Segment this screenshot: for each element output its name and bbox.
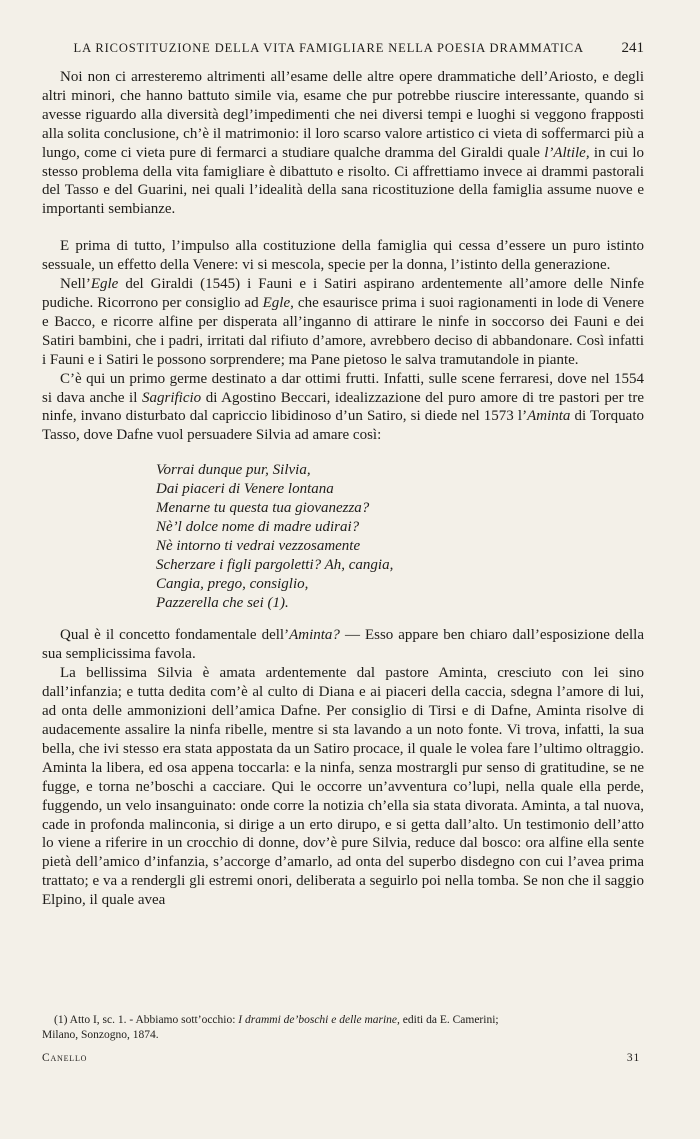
page-header <box>42 40 644 64</box>
page-number: 241 <box>621 40 644 56</box>
verse-line: Dai piaceri di Venere lontana <box>156 481 334 498</box>
paragraph-3: Nell’Egle del Giraldi (1545) i Fauni e i Satiri aspirano ardentemente all’amore delle Ninfe pudiche. Ricorrono per consiglio ad Egle, che esaurisce prima i suoi ragionamenti in lode di Venere e Bacco, e ricorre alfine per disperata all’inganno di attirare le ninfe in soccorso dei Fauni e dei Satiri bambini, che i padri, irritati dal rifiuto d’amore, avrebbero deciso di abbandonare. Così infatti i Fauni e i Satiri le possono sorprendere; ma Pane pietoso le salva tramutandole in piante. <box>42 276 644 368</box>
signature-author: Canello <box>42 1052 88 1064</box>
paragraph-6: La bellissima Silvia è amata ardentemente dal pastore Aminta, cresciuto con lei sino dall’infanzia; e tutta dedita com’è al culto di Diana e ai piaceri della caccia, sdegna l’amore di lui, ad onta delle ammonizioni dell’amica Dafne. Per consiglio di Tirsi e di Dafne, Aminta risolve di audacemente assalire la ninfa ribelle, mentre si sta lavando a un noto fonte. Vi trova, infatti, la sua bella, che ivi stesso era stata appostata da un Satiro procace, il quale le volea fare l’ultimo oltraggio. Aminta la libera, ed osa appena toccarla: e la ninfa, senza mostrargli pur senso di gratitudine, se ne fugge, e torna ne’boschi a cacciare. Qui le occorre un’avventura co’lupi, nella quale ella perde, fuggendo, un velo insanguinato: onde corre la notizia ch’ella sia stata divorata. Aminta, a tal nuova, cade in profonda malinconia, si dirige a un erto dirupo, e si getta dall’alto. Un testimonio dell’atto lo viene a riferire in un crocchio di donne, dov’è pure Silvia, reduce dal bosco: ora alfine ella sente pietà dell’amico d’infanzia, s’accorge d’amarlo, ad onta del superbo disdegno con cui l’avea prima trattato; e va a rendergli gli estremi onori, deliberata a seguirlo poi nella tomba. Se non che il saggio Elpino, il quale avea <box>42 665 644 909</box>
verse-line: Menarne tu questa tua giovanezza? <box>156 500 370 517</box>
verse-line: Nè’l dolce nome di madre udirai? <box>156 518 360 535</box>
footnote-book-title: I drammi de’boschi e delle marine, <box>238 1014 400 1026</box>
paragraph-1: Noi non ci arresteremo altrimenti all’esame delle altre opere drammatiche dell’Ariosto, e degli altri minori, che hanno battuto simile via, esame che pur potrebbe riuscire interessante, quando si avesse riguardo alla diversità degl’impedimenti che nei diversi tempi e luoghi si veggono frapposti alla solita conclusione, ch’è il matrimonio: il loro scarso valore artistico ci vieta di soffermarci più a lungo, come ci vieta pure di fermarci a studiare qualche dramma del Giraldi quale l’Altile, in cui lo stesso problema della vita famigliare è dibattuto e risolto. Ci affrettiamo invece ai drammi pastorali del Tasso e del Guarini, nei quali l’idealità della sana ricostituzione della famiglia assume nuove e importanti sembianze. <box>42 69 644 218</box>
body-text <box>42 68 644 910</box>
verse-line: Nè intorno ti vedrai vezzosamente <box>156 537 361 554</box>
paragraph-4: C’è qui un primo germe destinato a dar ottimi frutti. Infatti, sulle scene ferraresi, dove nel 1554 si dava anche il Sagrificio di Agostino Beccari, idealizzazione del puro amore di tre pastori per tre ninfe, invano disturbato dal capriccio libidinoso d’un Satiro, si diede nel 1573 l’Aminta di Torquato Tasso, dove Dafne vuol persuadere Silvia ad amare così: <box>42 370 644 444</box>
paragraph-5: Qual è il concetto fondamentale dell’Aminta? — Esso appare ben chiaro dall’esposizione della sua semplicissima favola. <box>42 627 645 663</box>
title-altile: l’Altile, <box>544 144 590 161</box>
signature-line <box>42 1052 640 1064</box>
verse-line: Pazzerella che sei (1). <box>156 594 289 611</box>
footnote-line-1: (1) Atto I, sc. 1. - Abbiamo sott’occhio: I drammi de’boschi e delle marine, editi da E. Camerini; <box>54 1014 499 1026</box>
title-egle: Egle <box>90 276 119 293</box>
verse-line: Vorrai dunque pur, Silvia, <box>156 462 311 479</box>
title-aminta-question: Aminta? <box>289 627 340 644</box>
title-aminta: Aminta <box>527 408 571 425</box>
footnote <box>42 1013 644 1043</box>
signature-mark: 31 <box>626 1052 640 1064</box>
verse-quotation <box>156 461 644 612</box>
running-head: LA RICOSTITUZIONE DELLA VITA FAMIGLIARE NELLA POESIA DRAMMATICA <box>73 41 584 55</box>
verse-line: Scherzare i figli pargoletti? Ah, cangia, <box>156 556 394 573</box>
footnote-line-2: Milano, Sonzogno, 1874. <box>42 1029 159 1041</box>
verse-line: Cangia, prego, consiglio, <box>156 575 309 592</box>
paragraph-2: E prima di tutto, l’impulso alla costituzione della famiglia qui cessa d’essere un puro istinto sessuale, un effetto della Venere: vi si mescola, specie per la donna, l’istinto della generazione. <box>42 238 644 274</box>
title-sagrificio: Sagrificio <box>141 389 202 406</box>
name-egle: Egle, <box>262 294 294 311</box>
